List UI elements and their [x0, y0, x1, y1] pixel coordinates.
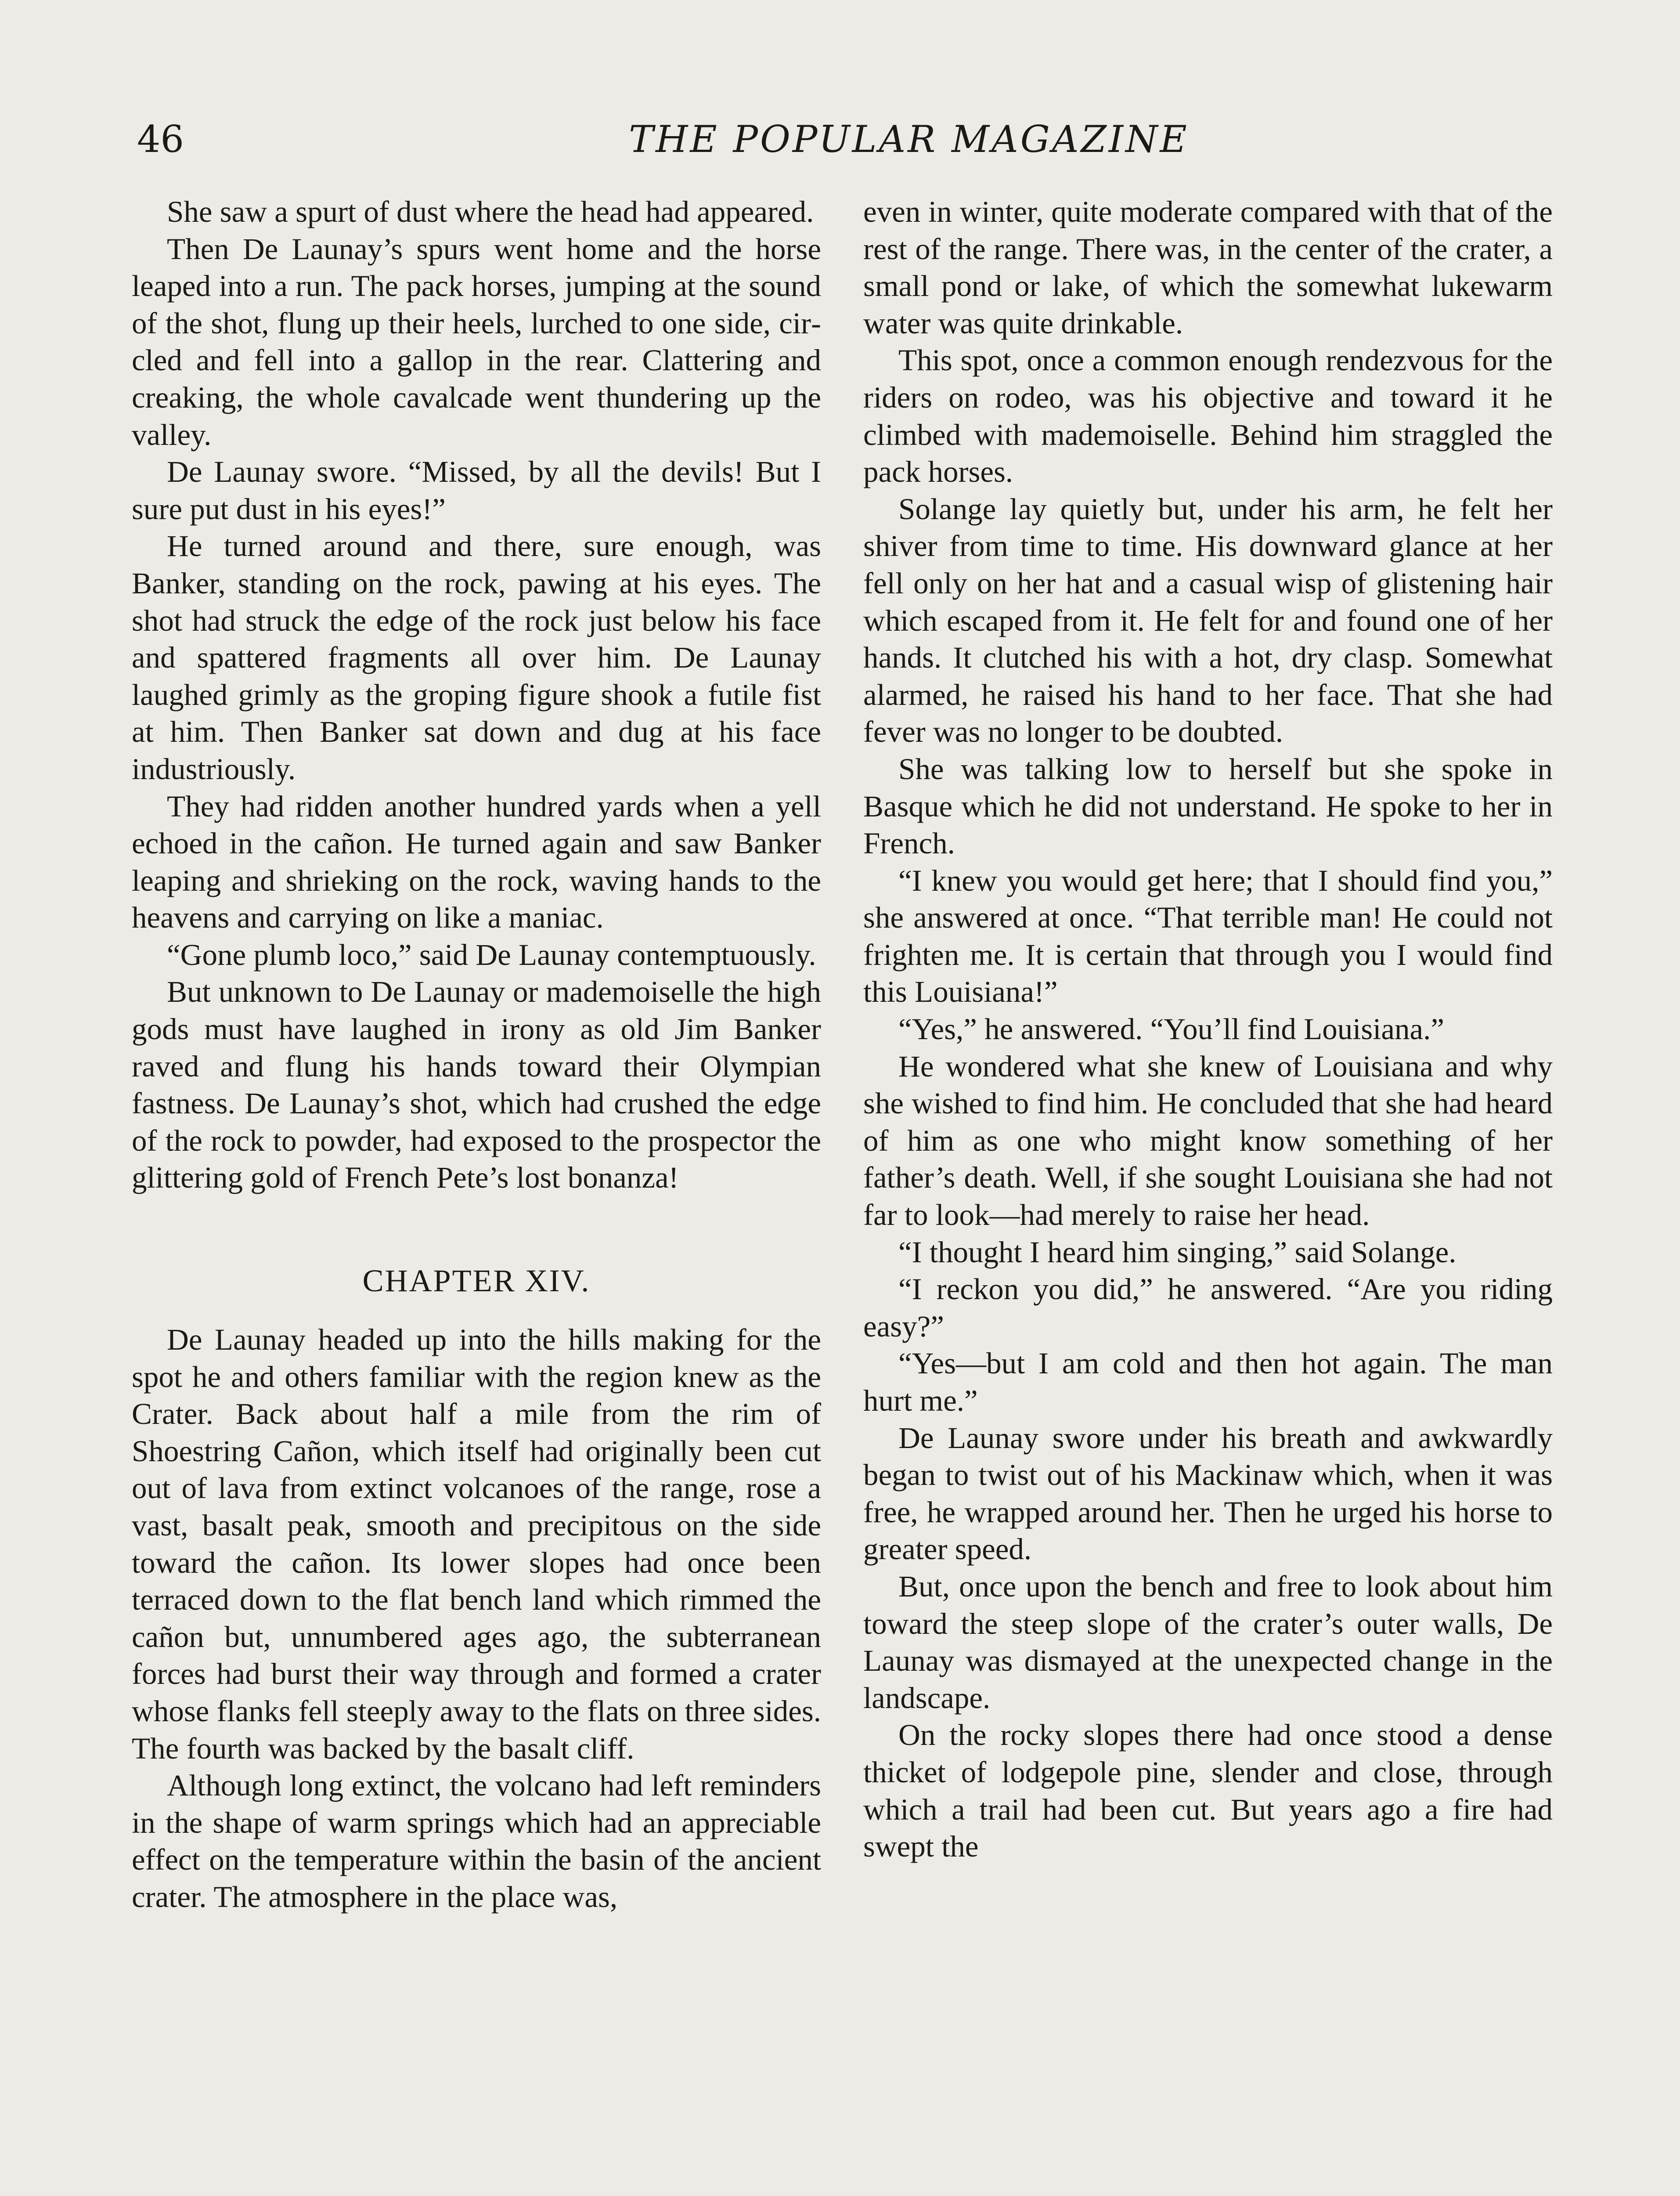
paragraph: This spot, once a common enough rendezvous for the riders on rodeo, was his objective and toward it he climbed with mademoiselle. Behind him straggled the pack horses. — [863, 343, 1553, 489]
paragraph: Although long extinct, the volcano had left reminders in the shape of warm springs which had an appreciable effect on the temperature within the basin of the ancient crater. The atmosphere in the place was, — [132, 1769, 821, 1914]
right-column — [863, 193, 1553, 1865]
paragraph: They had ridden another hundred yards when a yell echoed in the cañon. He turned again and saw Banker leaping and shrieking on the rock, waving hands to the heavens and carrying on like a maniac. — [132, 789, 821, 935]
paragraph: De Launay swore under his breath and awkwardly began to twist out of his Mackinaw which, when it was free, he wrapped around her. Then he urged his horse to greater speed. — [863, 1421, 1553, 1566]
page-number: 46 — [137, 118, 184, 161]
page-header — [132, 115, 1554, 168]
paragraph: She saw a spurt of dust where the head had appeared. — [167, 195, 814, 228]
paragraph: But, once upon the bench and free to look about him toward the steep slope of the crater’s outer walls, De Launay was dismayed at the unexpected change in the landscape. — [863, 1569, 1553, 1715]
paragraph: “Gone plumb loco,” said De Launay contemptuously. — [167, 938, 816, 972]
left-column — [132, 193, 821, 1916]
running-title: THE POPULAR MAGAZINE — [629, 118, 1189, 161]
paragraph: “I knew you would get here; that I should find you,” she answered at once. “That terrible man! He could not frighten me. It is certain that through you I would find this Louisiana!” — [863, 863, 1553, 1009]
paragraph: “Yes—but I am cold and then hot again. The man hurt me.” — [863, 1347, 1553, 1417]
paragraph: “I reckon you did,” he answered. “Are you riding easy?” — [863, 1272, 1553, 1343]
paragraph: She was talking low to herself but she spoke in Basque which he did not understand. He spoke to her in French. — [863, 752, 1553, 860]
paragraph: He turned around and there, sure enough, was Banker, standing on the rock, pawing at his eyes. The shot had struck the edge of the rock just below his face and spattered fragments all over him. De Launay laughed grimly as the groping figure shook a futile fist at him. Then Banker sat down and dug at his face industriously. — [132, 529, 821, 786]
paragraph: Solange lay quietly but, under his arm, he felt her shiver from time to time. His downward glance at her fell only on her hat and a casual wisp of glistening hair which escaped from it. He felt for and found one of her hands. It clutched his with a hot, dry clasp. Somewhat alarmed, he raised his hand to her face. That she had fever was no longer to be doubted. — [863, 492, 1553, 749]
paragraph: De Launay swore. “Missed, by all the devils! But I sure put dust in his eyes!” — [132, 455, 821, 526]
paragraph: On the rocky slopes there had once stood a dense thicket of lodgepole pine, slender and close, through which a trail had been cut. But years ago a fire had swept the — [863, 1718, 1553, 1864]
chapter-heading: CHAPTER XIV. — [362, 1263, 591, 1299]
paragraph: But unknown to De Launay or mademoiselle the high gods must have laughed in irony as old Jim Banker raved and flung his hands toward their Olympian fastness. De Launay’s shot, which had crushed the edge of the rock to powder, had exposed to the prospector the glittering gold of French Pete’s lost bonanza! — [132, 975, 821, 1195]
paragraph: “Yes,” he answered. “You’ll find Louisiana.” — [898, 1012, 1445, 1046]
paragraph: He wondered what she knew of Louisiana and why she wished to find him. He concluded that she had heard of him as one who might know something of her father’s death. Well, if she sought Louisiana she had not far to look—had merely to raise her head. — [863, 1049, 1553, 1232]
paragraph: “I thought I heard him singing,” said Solange. — [898, 1235, 1456, 1269]
paragraph: Then De Launay’s spurs went home and the horse leaped into a run. The pack horses, jumping at the sound of the shot, flung up their heels, lurched to one side, circled and fell into a gallop in the rear. Clattering and creaking, the whole cavalcade went thundering up the valley. — [132, 232, 821, 451]
continued-paragraph: even in winter, quite moderate compared with that of the rest of the range. There was, in the center of the crater, a small pond or lake, of which the somewhat lukewarm water was quite drinkable. — [863, 195, 1553, 340]
paragraph: De Launay headed up into the hills making for the spot he and others familiar with the region knew as the Crater. Back about half a mile from the rim of Shoestring Cañon, which itself had originally been cut out of lava from extinct volcanoes of the range, rose a vast, basalt peak, smooth and precipitous on the side toward the cañon. Its lower slopes had once been terraced down to the flat bench land which rimmed the cañon but, unnumbered ages ago, the subterranean forces had burst their way through and formed a crater whose flanks fell steeply away to the flats on three sides. The fourth was backed by the basalt cliff. — [132, 1323, 821, 1765]
